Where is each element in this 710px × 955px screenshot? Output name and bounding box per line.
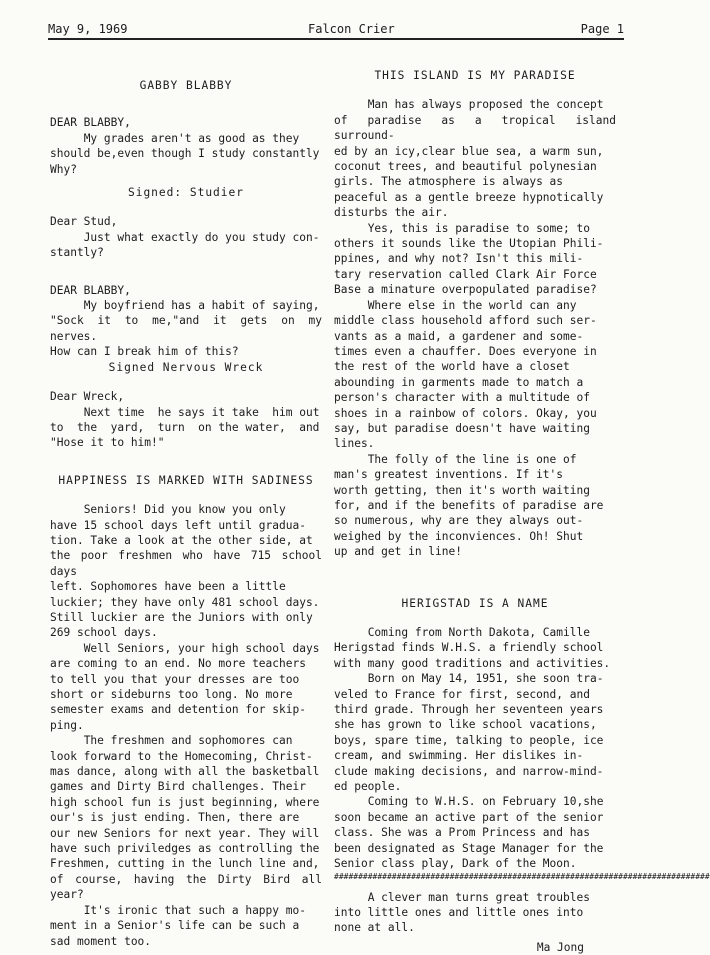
happiness-paragraph-1: Seniors! Did you know you only have 15 school days left until gradua- tion. Take a look at the other side, at the poor freshmen who have 715 school days left. Sophomores have been a little luckier; they have only 481 school days. Still luckier are the Juniors with only 269 school days. bbox=[50, 503, 322, 640]
section-divider: ############################################################################## bbox=[334, 871, 710, 881]
herigstad-paragraph-3: Coming to W.H.S. on February 10,she soon became an active part of the senior class. She was a Prom Princess and has been designated as Stage Manager for the Senior class play, Dark of the Moon. bbox=[334, 795, 604, 871]
herigstad-paragraph-1: Coming from North Dakota, Camille Herigstad finds W.H.S. a friendly school with many good traditions and activities. bbox=[334, 626, 611, 670]
letter-studier: DEAR BLABBY, My grades aren't as good as they should be,even though I study constantly Why? bbox=[50, 116, 320, 176]
page-header bbox=[48, 22, 624, 40]
gabby-blabby-heading: GABBY BLABBY bbox=[139, 79, 233, 92]
island-paragraph-1: Man has always proposed the concept of paradise as a tropical island surround- ed by an icy,clear blue sea, a warm sun, coconut trees, and beautiful polynesian girls. The atmosphere is always as peaceful as a gentle breeze hypnotically disturbs the air. bbox=[334, 98, 616, 220]
herigstad-paragraph-2: Born on May 14, 1951, she soon tra- veled to France for first, second, and third grade. Through her seventeen years she has grown to like school vacations, boys, spare time, talking to people, ice cream, and swimming. Her dislikes in- clude making decisions, and narrow-mind- ed people. bbox=[334, 672, 604, 794]
happiness-paragraph-2: Well Seniors, your high school days are coming to an end. No more teachers to tell you that your dresses are too short or sideburns too long. No more semester exams and detention for skip- ping. bbox=[50, 641, 320, 732]
island-paragraph-3: Where else in the world can any middle class household afford such ser- vants as a maid, a gardener and some- times even a chauffer. Does everyone in the rest of the world have a closet abounding in garments made to match a person's character with a multitude of shoes in a rainbow of colors. Okay, you say, but paradise doesn't have waiting lines. bbox=[334, 298, 597, 451]
happiness-paragraph-4: It's ironic that such a happy mo- ment in a Senior's life can be such a sad moment too. bbox=[50, 903, 306, 948]
island-paragraph-2: Yes, this is paradise to some; to others it sounds like the Utopian Phili- ppines, and why not? Isn't this mili- tary reservation called Clark Air Force Base a minature overpopulated paradise? bbox=[334, 221, 604, 297]
happiness-heading: HAPPINESS IS MARKED WITH SADINESS bbox=[58, 473, 314, 487]
happiness-paragraph-3: The freshmen and sophomores can look forward to the Homecoming, Christ- mas dance, along with all the basketball games and Dirty Bird challenges. Their high school fun is just beginning, where our's is just ending. Then, there are our new Seniors for next year. They will have such priviledges as controlling the Freshmen, cutting in the lunch line and, of course, having the Dirty Bird all year? bbox=[50, 734, 322, 902]
issue-date: May 9, 1969 bbox=[48, 22, 128, 36]
newspaper-title: Falcon Crier bbox=[308, 22, 395, 36]
letter-nervous-wreck: DEAR BLABBY, My boyfriend has a habit of saying, "Sock it to me,"and it gets on my nerves. How can I break him of this? bbox=[50, 283, 322, 359]
quote-author: Ma Jong bbox=[536, 940, 584, 954]
left-column bbox=[50, 78, 322, 949]
signature-nervous-wreck: Signed Nervous Wreck bbox=[108, 360, 264, 374]
closing-quote: A clever man turns great troubles into little ones and little ones into none at all. bbox=[334, 890, 590, 935]
island-paragraph-4: The folly of the line is one of man's greatest inventions. If it's worth getting, then it's worth waiting for, and if the benefits of paradise are so numerous, why are they always out- weighed by the inconviences. Oh! Shut up and get in line! bbox=[334, 452, 604, 559]
herigstad-heading: HERIGSTAD IS A NAME bbox=[401, 596, 549, 610]
page-number: Page 1 bbox=[580, 22, 624, 36]
signature-studier: Signed: Studier bbox=[127, 186, 245, 200]
right-column bbox=[334, 68, 710, 955]
reply-nervous-wreck: Dear Wreck, Next time he says it take him out to the yard, turn on the water, and "Hose it to him!" bbox=[50, 390, 320, 450]
island-heading: THIS ISLAND IS MY PARADISE bbox=[374, 69, 576, 82]
reply-studier: Dear Stud, Just what exactly do you study con- stantly? bbox=[50, 215, 320, 260]
